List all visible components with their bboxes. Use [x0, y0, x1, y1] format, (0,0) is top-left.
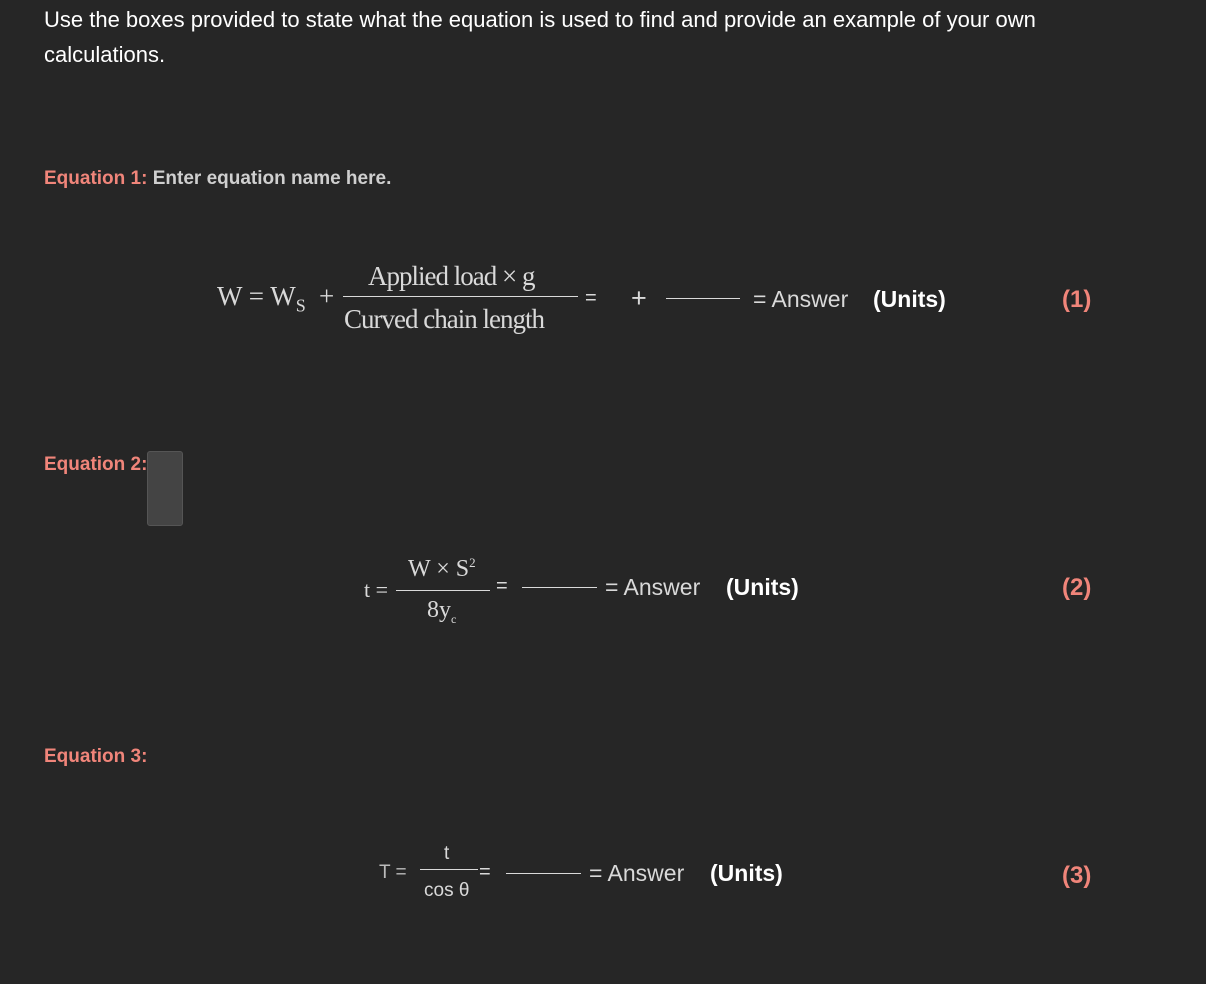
eq1-blank-fraction: [666, 298, 740, 299]
equation-3-label: Equation 3:: [44, 746, 148, 767]
eq1-lhs: $W = W_S$: [217, 281, 306, 316]
equation-2-label: Equation 2:: [44, 454, 148, 475]
equation-1-name[interactable]: Enter equation name here.: [152, 168, 392, 189]
eq2-numerator: $W \times S^2$: [408, 555, 476, 582]
eq1-plus-2: +: [631, 283, 647, 313]
equation-2-number: (2): [1062, 574, 1092, 601]
eq3-units[interactable]: (Units): [710, 860, 783, 886]
eq2-answer[interactable]: = Answer: [605, 574, 701, 600]
eq2-equals: =: [496, 575, 508, 597]
eq3-fraction-bar: [420, 869, 478, 870]
eq2-fraction-bar: [396, 590, 490, 591]
instructions-text: Use the boxes provided to state what the equation is used to find and provide an example of your own calculations.: [44, 7, 1036, 67]
eq3-lhs: T =: [379, 862, 407, 883]
eq1-answer[interactable]: = Answer: [753, 286, 849, 312]
eq2-units[interactable]: (Units): [726, 574, 799, 600]
eq3-equals: =: [479, 861, 491, 883]
eq1-units[interactable]: (Units): [873, 286, 946, 312]
eq1-equals: =: [585, 287, 597, 309]
eq3-numerator: t: [444, 843, 450, 864]
eq1-fraction-bar: [343, 296, 578, 297]
eq3-blank-fraction: [506, 873, 581, 874]
eq3-denominator: cos θ: [424, 880, 470, 901]
eq3-answer[interactable]: = Answer: [589, 860, 685, 886]
equation-2-name-input[interactable]: [147, 451, 183, 526]
eq1-denominator: Curved chain length: [344, 304, 544, 334]
eq1-plus: +: [319, 281, 335, 311]
eq2-lhs: t =: [364, 577, 389, 602]
eq2-denominator: $8y_c$: [427, 597, 457, 626]
eq1-numerator: Applied load × g: [368, 261, 535, 291]
equation-3-number: (3): [1062, 862, 1092, 889]
equation-1-number: (1): [1062, 286, 1092, 313]
eq2-blank-fraction: [522, 587, 597, 588]
equation-1-label: Equation 1: Enter equation name here.: [44, 168, 392, 189]
